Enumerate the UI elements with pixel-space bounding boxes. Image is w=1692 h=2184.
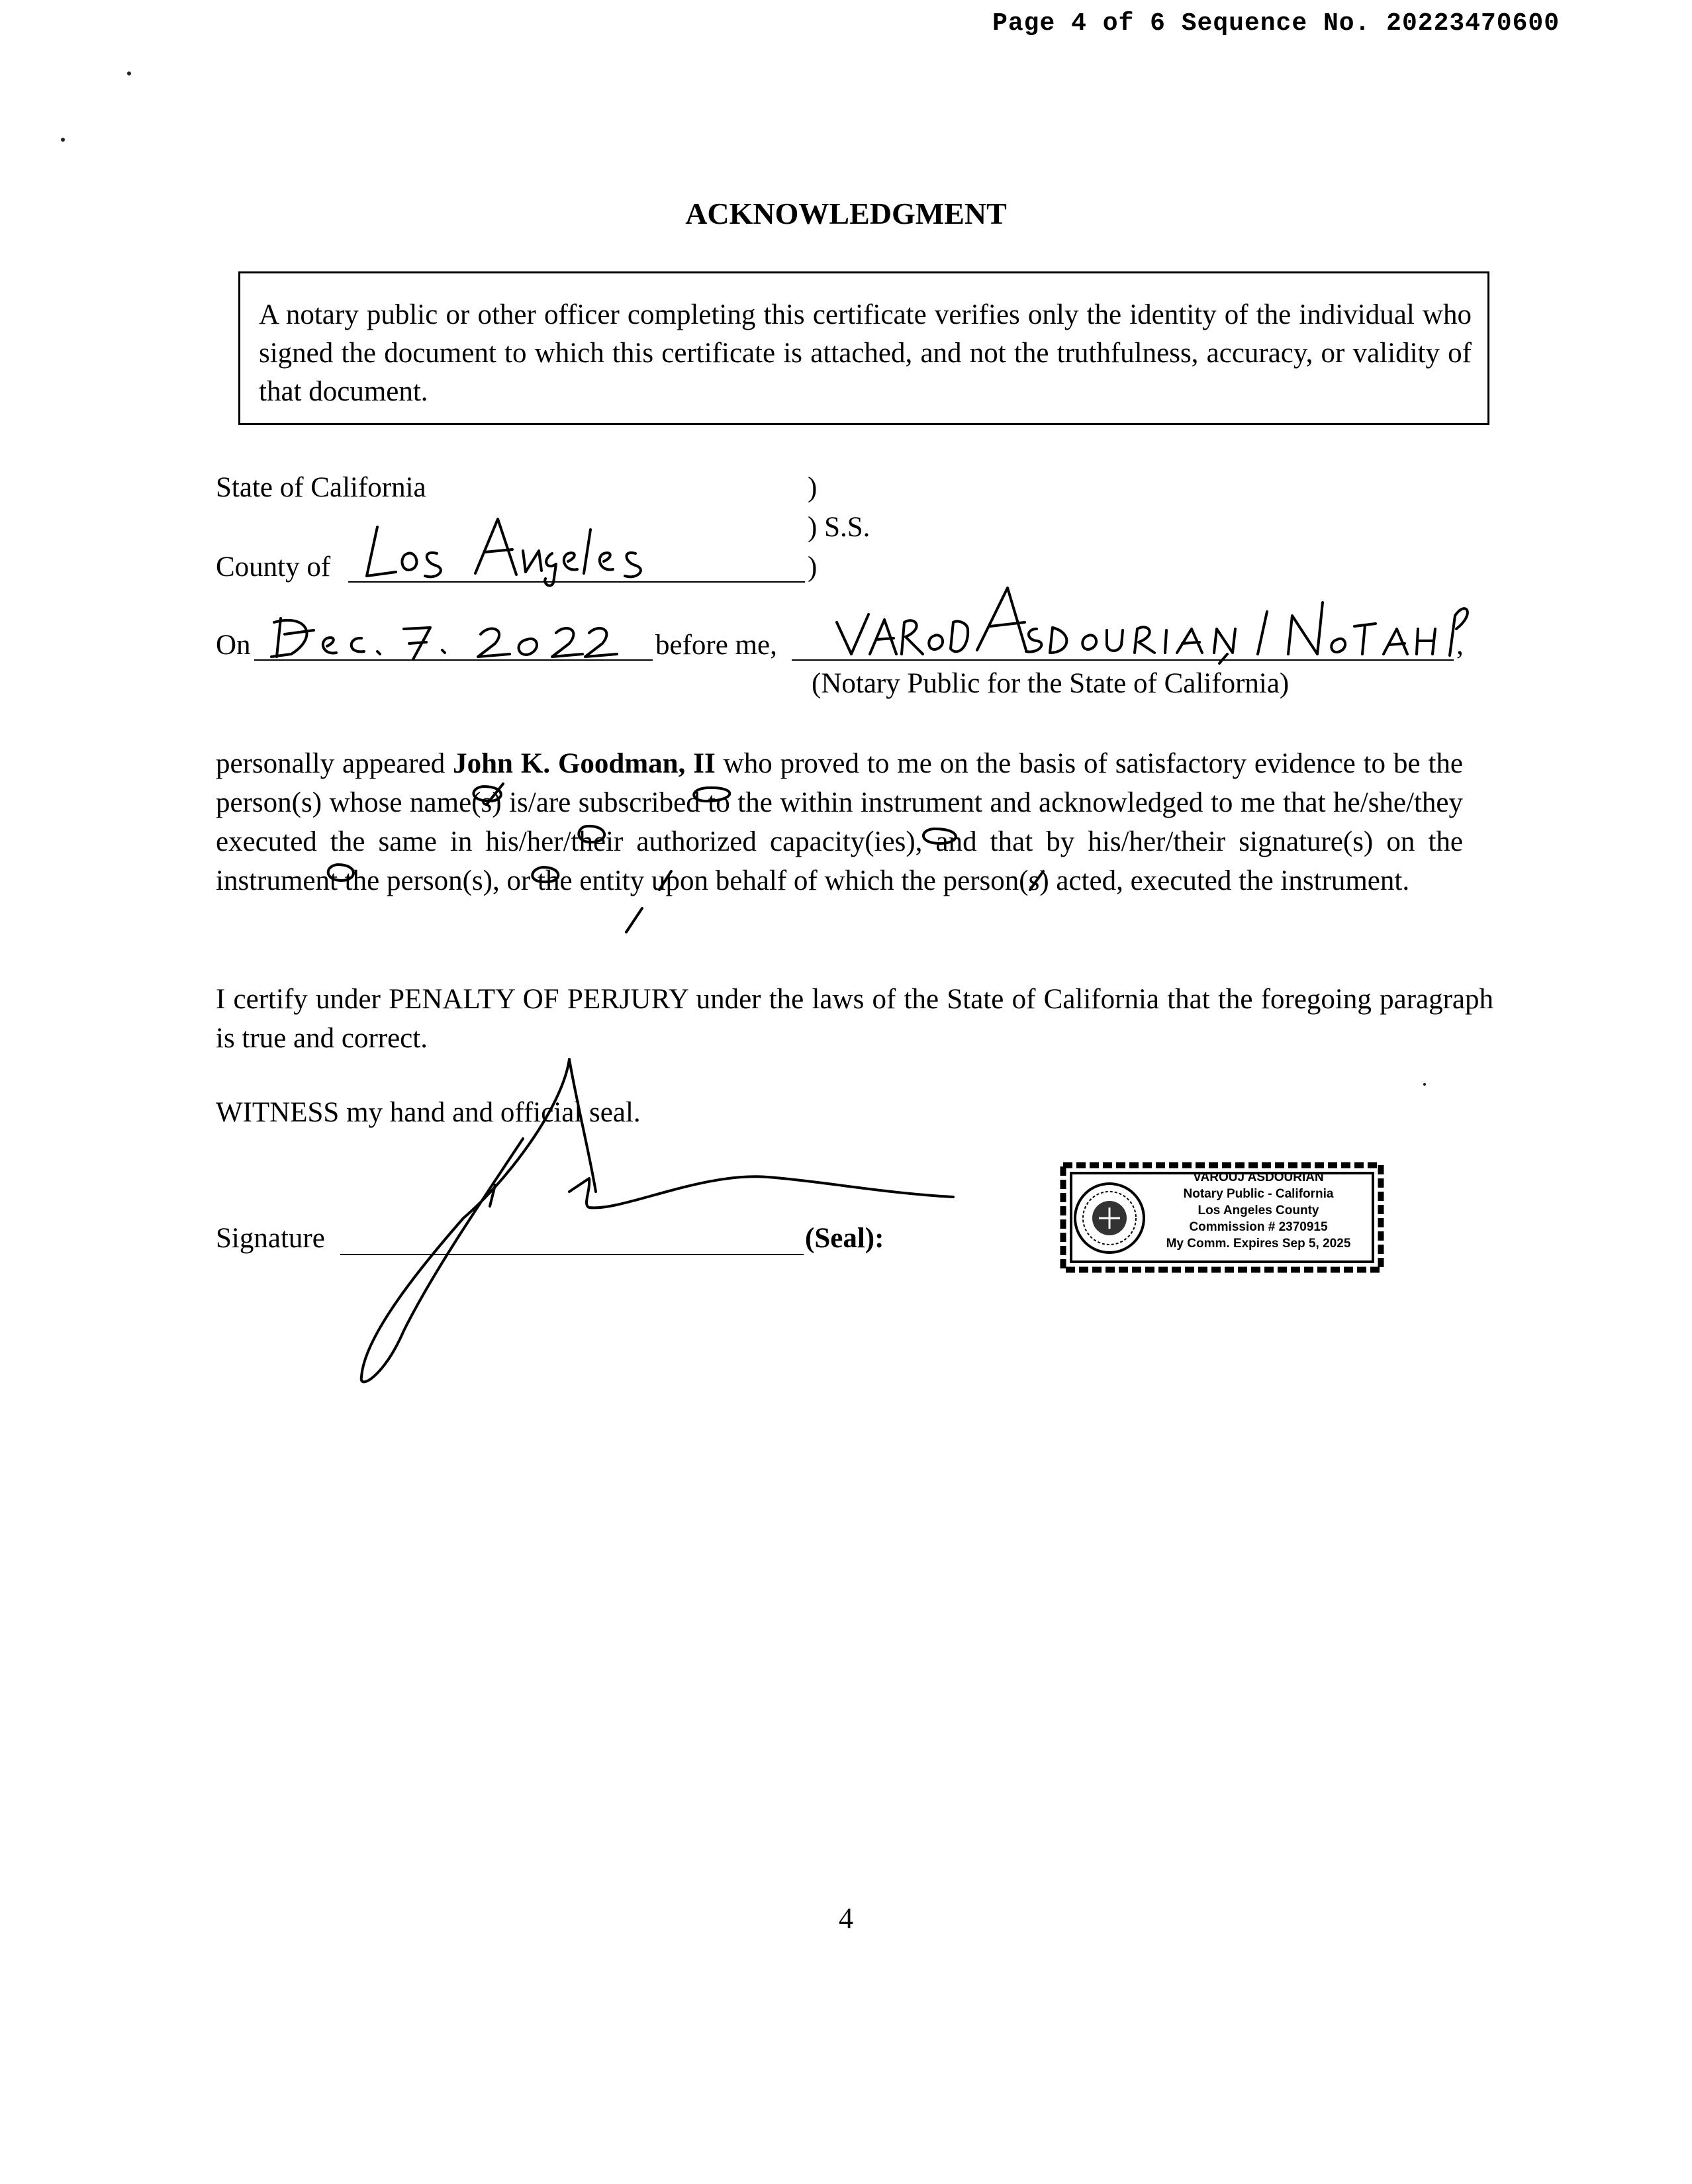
witness-line: WITNESS my hand and official seal. bbox=[216, 1097, 641, 1128]
seal-notary-name: VAROUJ ASDOURIAN bbox=[1193, 1170, 1324, 1184]
appearance-body: who proved to me on the basis of satisfactory evidence to be the person(s) whose name(s) is/are subscribed to the within instrument and acknowledged to me that he/she/they executed the same in his/her/their authorized capacity(ies), and that by his/her/their signature(s) on the instrument the person(s), or the entity upon behalf of which the person(s) acted, executed the instrument. bbox=[216, 748, 1463, 896]
scan-speck bbox=[1423, 1083, 1426, 1086]
venue-paren: ) bbox=[808, 472, 818, 503]
page-sequence-header: Page 4 of 6 Sequence No. 20223470600 bbox=[992, 9, 1560, 38]
appearance-prefix: personally appeared bbox=[216, 748, 446, 779]
seal-label: (Seal): bbox=[805, 1223, 884, 1254]
signer-name: John K. Goodman, II bbox=[453, 748, 716, 779]
seal-notary-title: Notary Public - California bbox=[1183, 1187, 1334, 1201]
notary-seal-stamp bbox=[1057, 1157, 1387, 1278]
county-paren: ) bbox=[808, 551, 818, 583]
seal-expiration: My Comm. Expires Sep 5, 2025 bbox=[1166, 1237, 1351, 1251]
before-me-label: before me, bbox=[655, 630, 777, 661]
notary-line-comma: , bbox=[1456, 630, 1464, 661]
notary-caption: (Notary Public for the State of California) bbox=[812, 668, 1290, 699]
ss-label: ) S.S. bbox=[808, 512, 870, 543]
seal-county: Los Angeles County bbox=[1198, 1204, 1319, 1217]
signer-signature bbox=[344, 1020, 966, 1390]
date-handwriting bbox=[267, 608, 638, 663]
seal-commission: Commission # 2370915 bbox=[1189, 1220, 1328, 1234]
pronoun-strike-marks bbox=[463, 779, 1456, 951]
seal-text bbox=[1152, 1169, 1364, 1252]
notary-disclaimer-box bbox=[238, 271, 1489, 425]
county-label: County of bbox=[216, 551, 331, 583]
document-title: ACKNOWLEDGMENT bbox=[685, 197, 1007, 230]
disclaimer-text: A notary public or other officer completing this certificate verifies only the identity of the individual who signed the document to which this certificate is attached, and not the truthfulness, accuracy, or validity of that document. bbox=[259, 299, 1472, 407]
state-label: State of California bbox=[216, 472, 426, 503]
county-handwriting bbox=[344, 510, 662, 583]
scan-speck bbox=[127, 71, 131, 75]
certification-paragraph: I certify under PENALTY OF PERJURY under the laws of the State of California that the foregoing paragraph is true and correct. bbox=[216, 984, 1493, 1054]
scan-speck bbox=[61, 138, 65, 142]
page-number: 4 bbox=[839, 1902, 853, 1934]
notary-name-handwriting bbox=[827, 576, 1476, 669]
signature-label: Signature bbox=[216, 1223, 325, 1254]
on-label: On bbox=[216, 630, 251, 661]
